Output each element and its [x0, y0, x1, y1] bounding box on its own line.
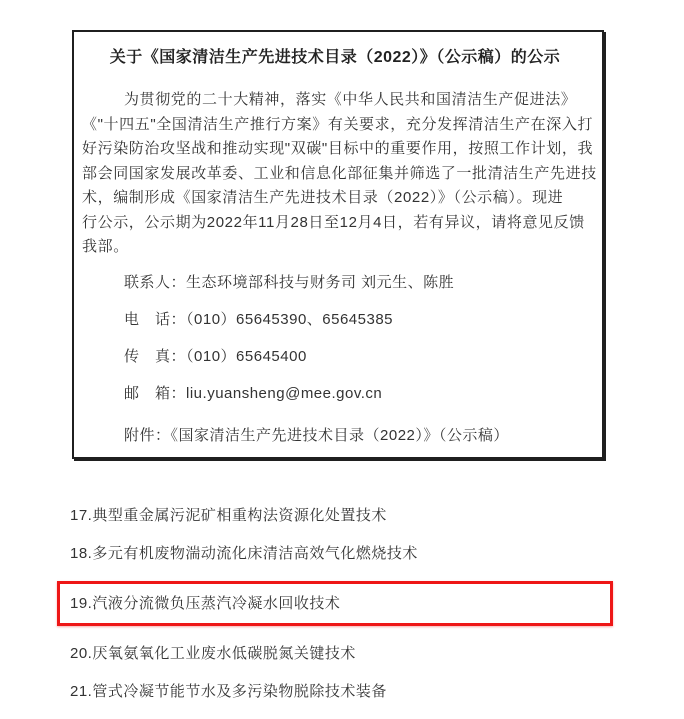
paragraph-line: 好污染防治攻坚战和推动实现"双碳"目标中的重要作用，按照工作计划，我	[82, 140, 594, 157]
email-row	[124, 382, 588, 406]
phone-value: （010）65645390、65645385	[186, 310, 394, 328]
attachment-row	[124, 424, 588, 448]
attachment-label: 附件：	[124, 426, 171, 444]
contact-person-label: 联系人：	[124, 273, 187, 291]
contact-section	[82, 271, 588, 448]
phone-label: 电 话：	[124, 310, 187, 328]
paragraph-line: 为贯彻党的二十大精神，落实《中华人民共和国清洁生产促进法》	[124, 91, 577, 108]
notice-title: 关于《国家清洁生产先进技术目录（2022）》（公示稿）的公示	[109, 49, 561, 66]
tech-list	[70, 505, 618, 719]
notice-paragraph	[82, 88, 597, 260]
paragraph-line: 我部。	[82, 238, 129, 255]
fax-label: 传 真：	[124, 347, 187, 365]
paragraph-line: 部会同国家发展改革委、工业和信息化部征集并筛选了一批清洁生产先进技	[82, 164, 597, 182]
highlight-box	[57, 581, 613, 626]
paragraph-line: 术，编制形成《国家清洁生产先进技术目录（2022）》（公示稿）。现进	[82, 189, 564, 206]
list-item-19[interactable]: 19.汽液分流微负压蒸汽冷凝水回收技术	[70, 595, 341, 612]
fax-value: （010）65645400	[186, 347, 307, 365]
email-value: liu.yuansheng@mee.gov.cn	[186, 384, 383, 402]
fax-row	[124, 345, 588, 369]
contact-person-value: 生态环境部科技与财务司 刘元生、陈胜	[186, 273, 455, 291]
attachment-value: 《国家清洁生产先进技术目录（2022）》（公示稿）	[170, 426, 509, 444]
paragraph-line: 《"十四五"全国清洁生产推行方案》有关要求，充分发挥清洁生产在深入打	[82, 115, 594, 133]
list-item-21[interactable]: 21.管式冷凝节能节水及多污染物脱除技术装备	[70, 683, 387, 700]
list-item-18[interactable]: 18.多元有机废物湍动流化床清洁高效气化燃烧技术	[70, 545, 418, 562]
list-item-20[interactable]: 20.厌氧氨氧化工业废水低碳脱氮关键技术	[70, 645, 356, 662]
phone-row	[124, 308, 588, 332]
notice-box	[72, 30, 604, 459]
contact-person-row	[124, 271, 588, 295]
email-label: 邮 箱：	[124, 384, 187, 402]
paragraph-line: 行公示，公示期为2022年11月28日至12月4日，若有异议，请将意见反馈	[82, 213, 585, 231]
list-item-17[interactable]: 17.典型重金属污泥矿相重构法资源化处置技术	[70, 507, 387, 524]
